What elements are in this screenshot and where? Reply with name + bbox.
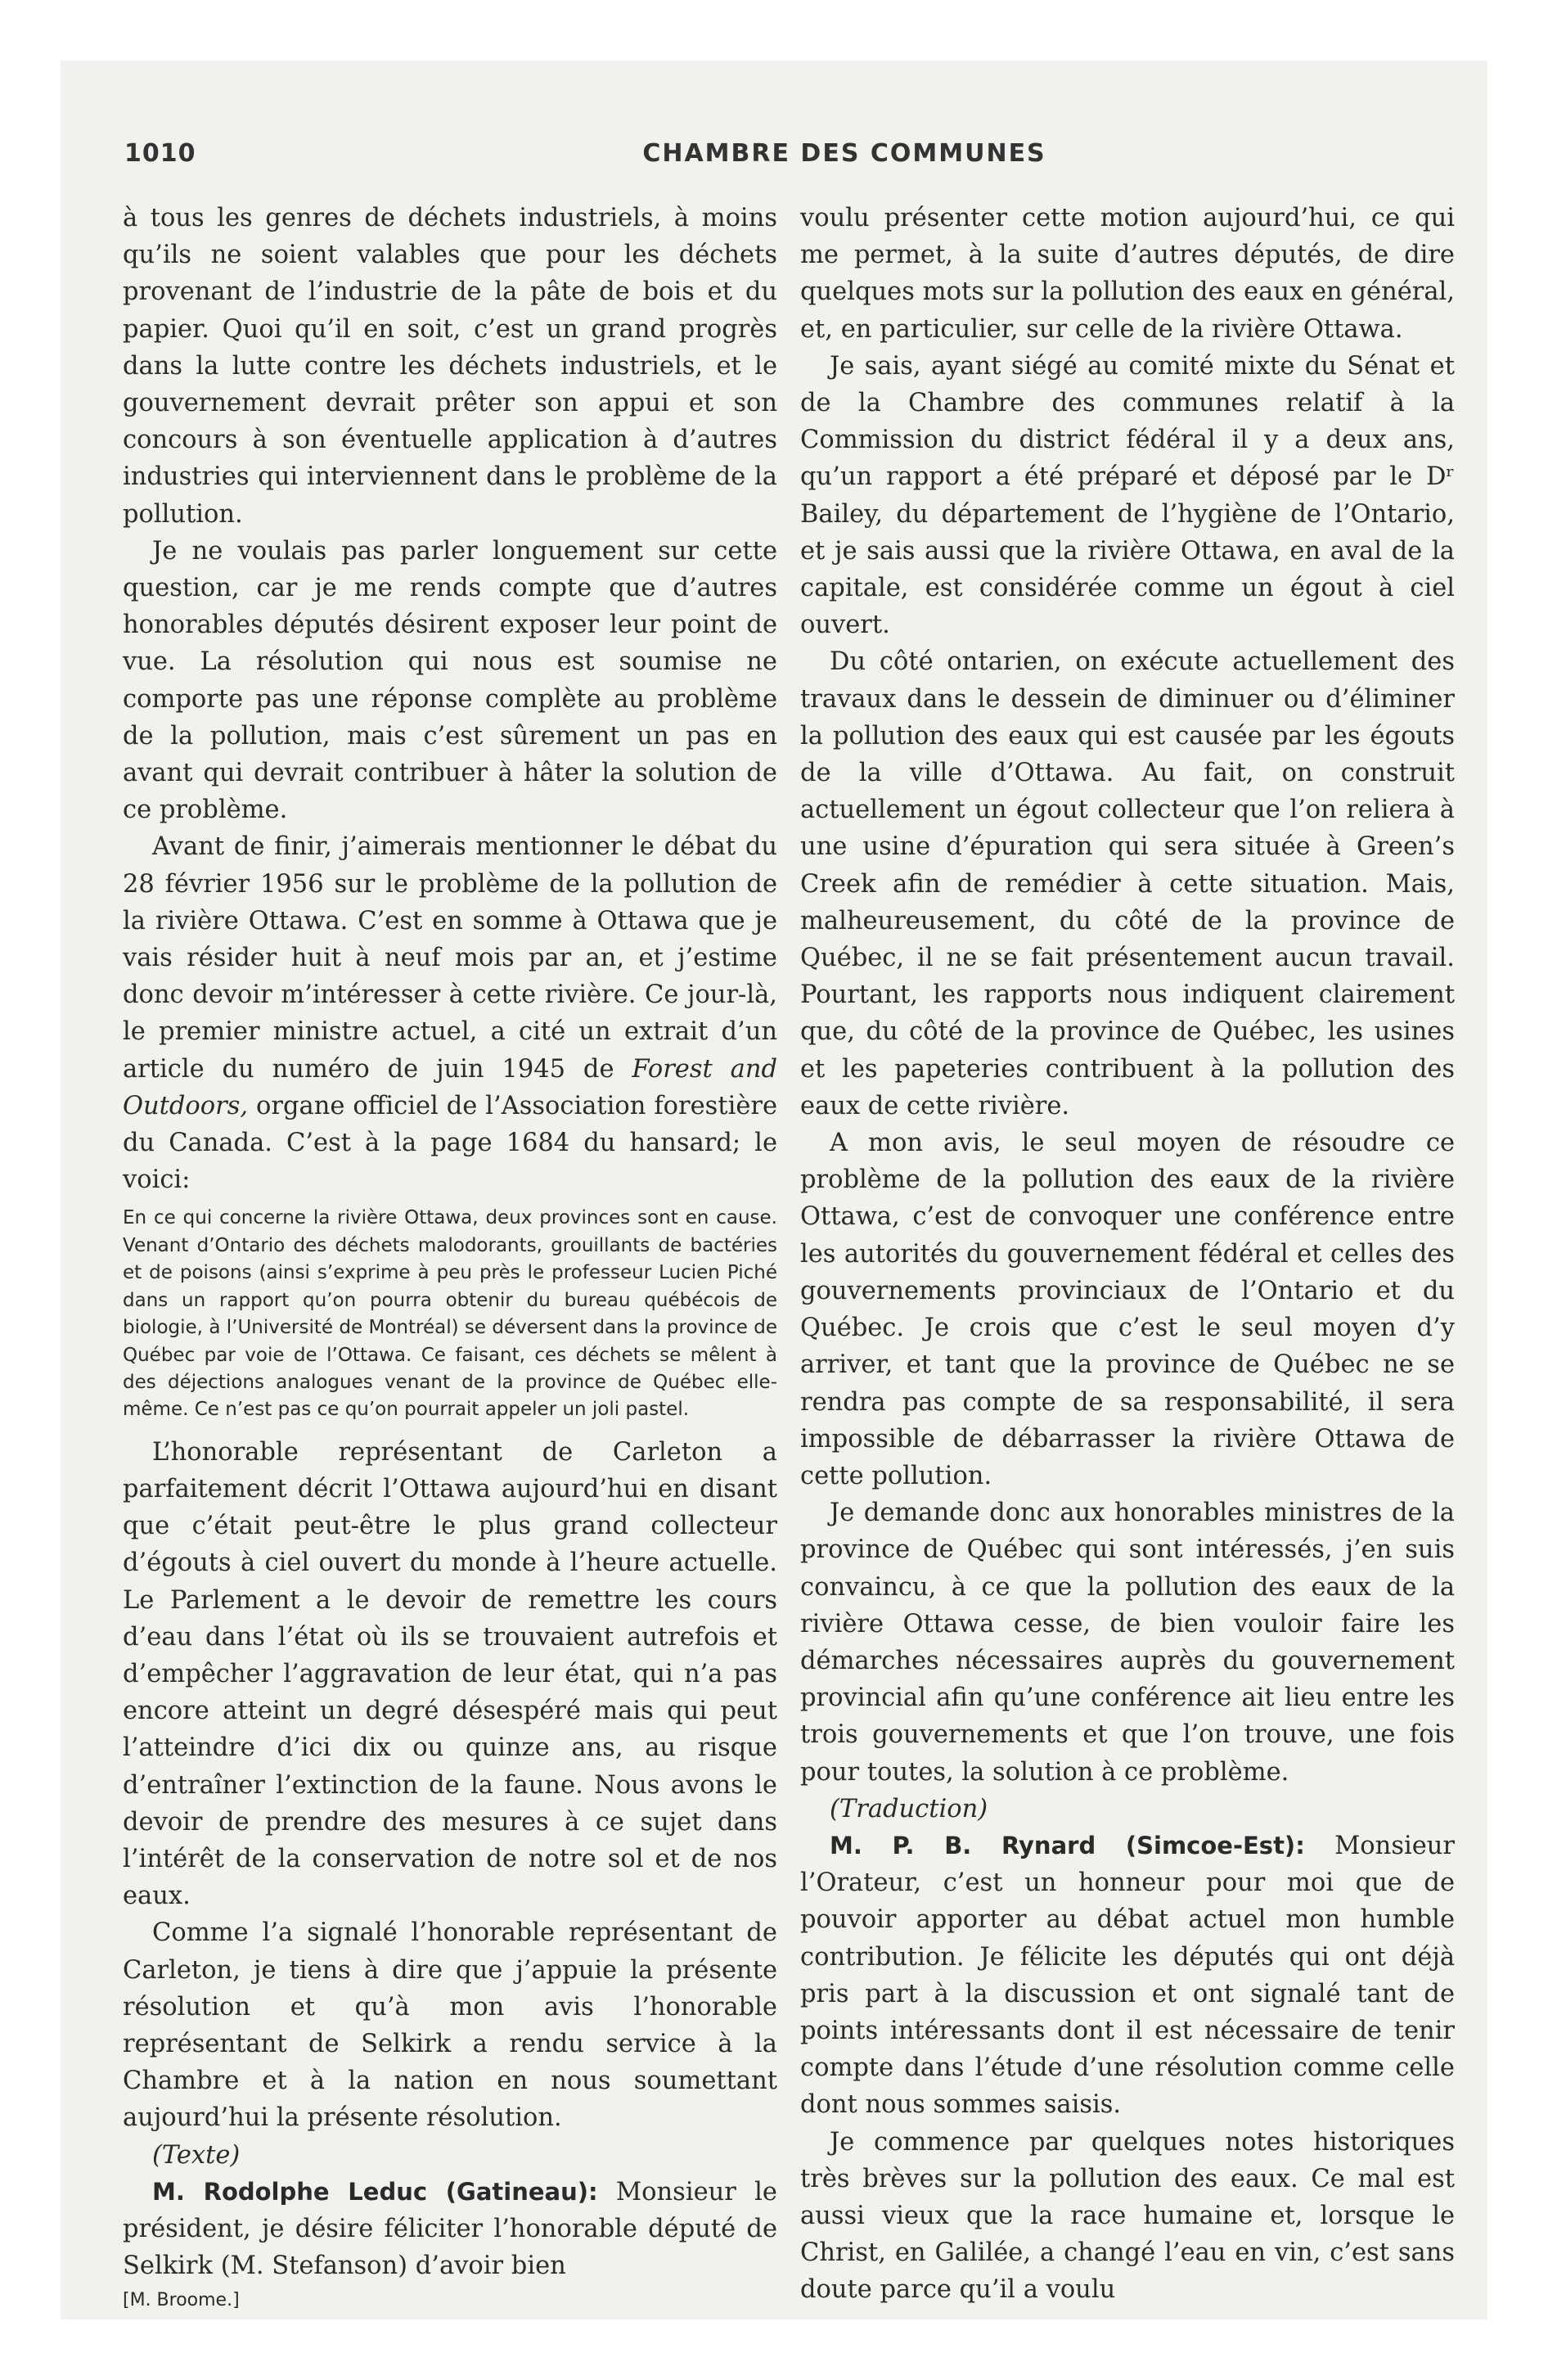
page-header	[124, 139, 1460, 180]
paragraph: A mon avis, le seul moyen de résoudre ce problème de la pollution des eaux de la rivière Ottawa, c’est de convoquer une conférence entre les autorités du gouvernement fédéral et celles des gouvernements provinciaux de l’Ontario et du Québec. Je crois que c’est le seul moyen d’y arriver, et tant que la province de Québec ne se rendra pas compte de sa responsabilité, il sera impossible de débarrasser la rivière Ottawa de cette pollution.	[800, 1129, 1455, 1490]
page-number: 1010	[124, 139, 196, 168]
paragraph-text: Monsieur le président, je désire féliciter l’honorable député de Selkirk (M. Stefanson) d’avoir bien	[123, 2177, 777, 2281]
paragraph	[123, 2174, 777, 2285]
paragraph: L’honorable représentant de Carleton a parfaitement décrit l’Ottawa aujourd’hui en disant que c’était peut-être le plus grand collecteur d’égouts à ciel ouvert du monde à l’heure actuelle. Le Parlement a le devoir de remettre les cours d’eau dans l’état où ils se trouvaient autrefois et d’empêcher l’aggravation de leur état, qui n’a pas encore atteint un degré désespéré mais qui peut l’atteindre d’ici dix ou quinze ans, au risque d’entraîner l’extinction de la faune. Nous avons le devoir de prendre des mesures à ce sujet dans l’intérêt de la conservation de notre sol et de nos eaux.	[123, 1437, 777, 1911]
section-label: (Texte)	[152, 2140, 241, 2170]
paragraph: Je sais, ayant siégé au comité mixte du Sénat et de la Chambre des communes relatif à la Commission du district fédéral il y a deux ans, qu’un rapport a été préparé et déposé par le Dʳ Bailey, du département de l’hygiène de l’Ontario, et je sais aussi que la rivière Ottawa, en aval de la capitale, est considérée comme un égout à ciel ouvert.	[800, 351, 1455, 640]
speaker-name: M. Rodolphe Leduc (Gatineau):	[152, 2177, 598, 2206]
block-quote: En ce qui concerne la rivière Ottawa, deux provinces sont en cause. Venant d’Ontario des déchets malodorants, grouillants de bactéries et de poisons (ainsi s’exprime à peu près le professeur Lucien Piché dans un rapport qu’on pourra obtenir du bureau québécois de biologie, à l’Université de Montréal) se déversent dans la province de Québec par voie de l’Ottawa. Ce faisant, ces déchets se mêlent à des déjections analogues venant de la province de Québec elle-même. Ce n’est pas ce qu’on pourrait appeler un joli pastel.	[123, 1207, 777, 1421]
paragraph-text: Monsieur l’Orateur, c’est un honneur pour moi que de pouvoir apporter au débat actuel mon humble contribution. Je félicite les députés qui ont déjà pris part à la discussion et ont signalé tant de points intéressants dont il est nécessaire de tenir compte dans l’étude d’une résolution comme celle dont nous sommes saisis.	[800, 1831, 1455, 2120]
paragraph: Comme l’a signalé l’honorable représentant de Carleton, je tiens à dire que j’appuie la présente résolution et qu’à mon avis l’honorable représentant de Selkirk a rendu service à la Chambre et à la nation en nous soumettant aujourd’hui la présente résolution.	[123, 1918, 777, 2133]
speaker-marker: [M. Broome.]	[123, 2290, 240, 2311]
paragraph: Je commence par quelques notes historiques très brèves sur la pollution des eaux. Ce mal est aussi vieux que la race humaine et, lorsque le Christ, en Galilée, a changé l’eau en vin, c’est sans doute parce qu’il a voulu	[800, 2127, 1455, 2305]
paragraph: à tous les genres de déchets industriels, à moins qu’ils ne soient valables que pour les déchets provenant de l’industrie de la pâte de bois et du papier. Quoi qu’il en soit, c’est un grand progrès dans la lutte contre les déchets industriels, et le gouvernement devrait prêter son appui et son concours à son éventuelle application à d’autres industries qui interviennent dans le problème de la pollution.	[123, 204, 777, 529]
paragraph-text: Avant de finir, j’aimerais mentionner le débat du 28 février 1956 sur le problème de la pollution de la rivière Ottawa. C’est en somme à Ottawa que je vais résider huit à neuf mois par an, et j’estime donc devoir m’intéresser à cette rivière. Ce jour-là, le premier ministre actuel, a cité un extrait d’un article du numéro de juin 1945 de	[123, 832, 777, 1084]
section-label: (Traduction)	[830, 1794, 988, 1823]
paragraph-text: organe officiel de l’Association forestière du Canada. C’est à la page 1684 du hansard; le voici:	[123, 1091, 777, 1195]
running-title: CHAMBRE DES COMMUNES	[642, 139, 1046, 168]
right-column	[800, 200, 1455, 2305]
paragraph: voulu présenter cette motion aujourd’hui, ce qui me permet, à la suite d’autres députés, de dire quelques mots sur la pollution des eaux en général, et, en particulier, sur celle de la rivière Ottawa.	[800, 204, 1455, 344]
paragraph: Du côté ontarien, on exécute actuellement des travaux dans le dessein de diminuer ou d’éliminer la pollution des eaux qui est causée par les égouts de la ville d’Ottawa. Au fait, on construit actuellement un égout collecteur que l’on reliera à une usine d’épuration qui sera située à Green’s Creek afin de remédier à cette situation. Mais, malheureusement, du côté de la province de Québec, il ne se fait présentement aucun travail. Pourtant, les rapports nous indiquent clairement que, du côté de la province de Québec, les usines et les papeteries contribuent à la pollution des eaux de cette rivière.	[800, 647, 1455, 1120]
left-column	[123, 200, 777, 2311]
paragraph	[800, 1828, 1455, 2124]
publication-title: Forest and Outdoors,	[123, 1054, 777, 1120]
paragraph: Je ne voulais pas parler longuement sur cette question, car je me rends compte que d’autres honorables députés désirent exposer leur point de vue. La résolution qui nous est soumise ne comporte pas une réponse complète au problème de la pollution, mais c’est sûrement un pas en avant qui devrait contribuer à hâter la solution de ce problème.	[123, 536, 777, 825]
speaker-name: M. P. B. Rynard (Simcoe-Est):	[830, 1831, 1305, 1859]
paragraph: Je demande donc aux honorables ministres de la province de Québec qui sont intéressés, j’en suis convaincu, à ce que la pollution des eaux de la rivière Ottawa cesse, de bien vouloir faire les démarches nécessaires auprès du gouvernement provincial afin qu’une conférence ait lieu entre les trois gouvernements et que l’on trouve, une fois pour toutes, la solution à ce problème.	[800, 1499, 1455, 1787]
paragraph	[123, 828, 777, 1198]
